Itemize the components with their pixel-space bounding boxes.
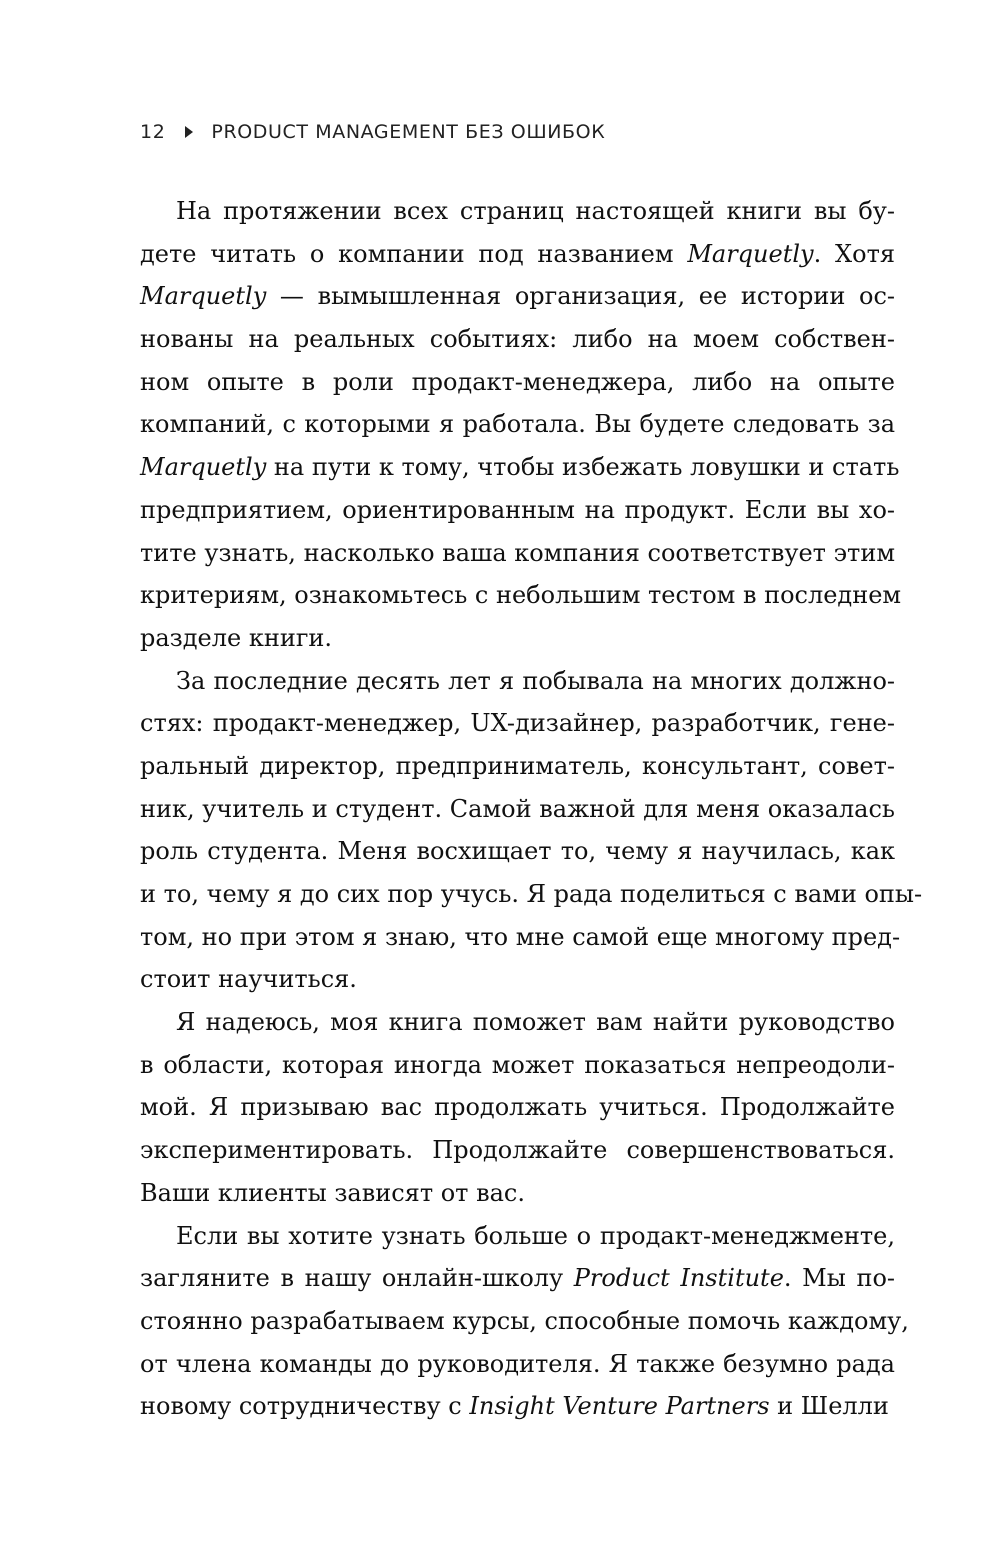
italic-name: Insight Venture Partners (469, 1392, 770, 1421)
paragraph (140, 1001, 895, 1214)
text-line: роль студента. Меня восхищает то, чему я научилась, как (140, 837, 895, 866)
text-line: разделе книги. (140, 623, 333, 652)
paragraph (140, 190, 902, 660)
text-line: новому сотрудничеству с Insight Venture Partners и Шелли (140, 1392, 889, 1421)
text-line: На протяжении всех страниц настоящей книги вы бу- (176, 197, 895, 225)
italic-name: Marquetly (140, 453, 267, 482)
text-line: и то, чему я до сих пор учусь. Я рада поделиться с вами опы- (140, 880, 923, 908)
text-line: предприятием, ориентированным на продукт. Если вы хо- (140, 495, 895, 524)
text-line: Ваши клиенты зависят от вас. (140, 1178, 525, 1207)
text-line: критериям, ознакомьтесь с небольшим тестом в последнем (140, 581, 902, 610)
text-line: от члена команды до руководителя. Я также безумно рада (140, 1349, 895, 1378)
italic-name: Marquetly (140, 282, 267, 311)
text-line: стоянно разрабатываем курсы, способные помочь каждому, (140, 1306, 909, 1335)
text-line: стях: продакт-менеджер, UX-дизайнер, разработчик, гене- (140, 709, 895, 738)
text-line: экспериментировать. Продолжайте совершенствоваться. (140, 1136, 895, 1165)
text-line: Я надеюсь, моя книга поможет вам найти руководство (176, 1008, 895, 1037)
italic-name: Product Institute (573, 1264, 784, 1293)
running-head (140, 117, 605, 147)
text-line: мой. Я призываю вас продолжать учиться. Продолжайте (140, 1093, 895, 1122)
text-line: в области, которая иногда может показаться непреодоли- (140, 1050, 895, 1079)
text-line: компаний, с которыми я работала. Вы будете следовать за (140, 410, 895, 439)
text-line: Marquetly — вымышленная организация, ее истории ос- (140, 282, 895, 311)
text-line: нованы на реальных событиях: либо на моем собствен- (140, 325, 895, 354)
text-line: ник, учитель и студент. Самой важной для меня оказалась (140, 794, 895, 823)
paragraph (140, 1215, 909, 1428)
text-line: За последние десять лет я побывала на многих должно- (176, 666, 895, 695)
text-line: загляните в нашу онлайн-школу Product Institute. Мы по- (140, 1264, 895, 1293)
text-line: том, но при этом я знаю, что мне самой еще многому пред- (140, 922, 901, 951)
book-title: PRODUCT MANAGEMENT БЕЗ ОШИБОК (211, 121, 606, 143)
text-line: тите узнать, насколько ваша компания соответствует этим (140, 538, 895, 567)
text-line: ральный директор, предприниматель, консультант, совет- (140, 751, 895, 780)
italic-name: Marquetly (687, 239, 814, 268)
body-text (140, 190, 923, 1428)
paragraph (140, 660, 923, 1002)
page-number: 12 (140, 121, 166, 143)
text-line: Marquetly на пути к тому, чтобы избежать ловушки и стать (140, 453, 900, 482)
triangle-right-icon (185, 126, 193, 138)
text-line: Если вы хотите узнать больше о продакт-менеджменте, (176, 1221, 895, 1250)
text-line: дете читать о компании под названием Marquetly. Хотя (140, 239, 895, 268)
text-line: стоит научиться. (140, 965, 357, 994)
text-line: ном опыте в роли продакт-менеджера, либо на опыте (140, 367, 895, 396)
